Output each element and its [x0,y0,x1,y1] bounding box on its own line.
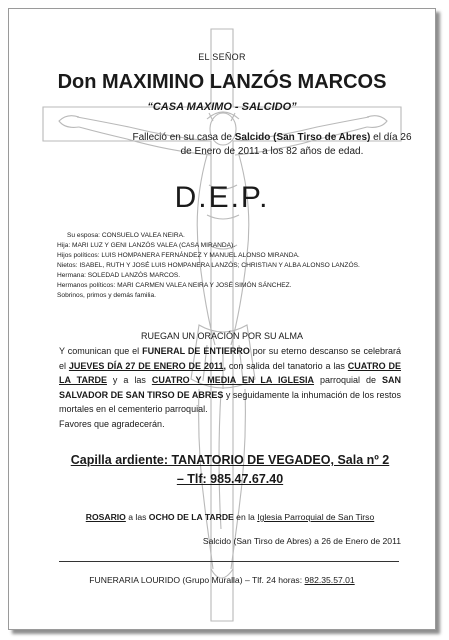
church-name: SAN SALVADOR DE SAN TIRSO DE ABRES [59,375,402,400]
rosary-time: OCHO DE LA TARDE [148,512,234,522]
house-name: “CASA MAXIMO - SALCIDO” [147,101,297,113]
divider [59,561,399,562]
family-sons-in-law: Hijos políticos: LUIS HOMPANERA FERNÁNDEZ Y MANUEL ALONSO MIRANDA. [57,252,300,259]
departure-time: CUATRO DE LA TARDE [59,360,402,385]
family-spouse: Su esposa: CONSUELO VALEA NEIRA. [67,232,185,239]
funeral-type: FUNERAL DE ENTIERRO [142,346,250,356]
funeral-date: JUEVES DÍA 27 DE ENERO DE 2011, [68,360,226,371]
title-prefix: EL SEÑOR [198,52,246,62]
death-text-1: Falleció en su casa de [132,132,232,143]
death-place: Salcido (San Tirso de Abres) [234,132,371,143]
funeral-text: con salida del tanatorio a las [225,360,348,371]
chapel-info [59,451,401,489]
funeral-text: y seguidamente la inhumación de los restos mortales en el cementerio parroquial. [59,389,401,414]
thanks-text: Favores que agradecerán. [59,418,165,429]
rosary-text: a las [125,512,149,522]
dep-heading: D.E.P. [174,181,270,214]
funeral-text: Y comunican que el [59,346,143,356]
rosary-church: Iglesia Parroquial de San Tirso [257,512,375,522]
obituary-card [8,8,436,630]
chapel-location: Capilla ardiente: TANATORIO DE VEGADEO, Sala nº 2 [70,453,390,467]
funeral-home-footer [9,575,435,585]
church-time: CUATRO Y MEDIA EN LA IGLESIA [151,375,315,385]
chapel-phone: – Tlf: 985.47.67.40 [176,472,284,486]
rosary-label: ROSARIO [85,512,126,522]
funeral-home-name: FUNERARIA LOURIDO (Grupo Muralla) – Tlf. 24 horas: [89,575,305,585]
death-announcement [127,131,417,159]
funeral-text: y a las [106,375,152,385]
family-daughters: Hija: MARI LUZ Y GENI LANZÓS VALEA (CASA MIRANDA). [57,242,236,249]
death-text-2: el día 26 de Enero de 2011 a los 82 años de edad. [180,132,412,157]
family-grandchildren: Nietos: ISABEL, RUTH Y JOSÉ LUIS HOMPANERA LANZÓS; CHRISTIAN Y ALBA ALONSO LANZÓS. [57,262,360,269]
family-list [57,231,407,301]
rosary-info [59,512,401,522]
family-siblings-in-law: Hermanos políticos: MARI CARMEN VALEA NEIRA Y JOSÉ SIMÓN SÁNCHEZ. [57,282,292,289]
place-date: Salcido (San Tirso de Abres) a 26 de Enero de 2011 [202,536,401,546]
deceased-name: Don MAXIMINO LANZÓS MARCOS [57,71,387,93]
rosary-text: en la [233,512,258,522]
funeral-text: por su eterno descanso se celebrará el [59,346,402,371]
funeral-home-phone: 982.35.57.01 [304,575,355,585]
family-sister: Hermana: SOLEDAD LANZÓS MARCOS. [57,272,181,279]
funeral-details [59,344,401,431]
prayer-request: RUEGAN UN ORACIÓN POR SU ALMA [140,331,304,341]
family-others: Sobrinos, primos y demás familia. [57,292,156,299]
funeral-text: parroquial de [314,375,382,385]
